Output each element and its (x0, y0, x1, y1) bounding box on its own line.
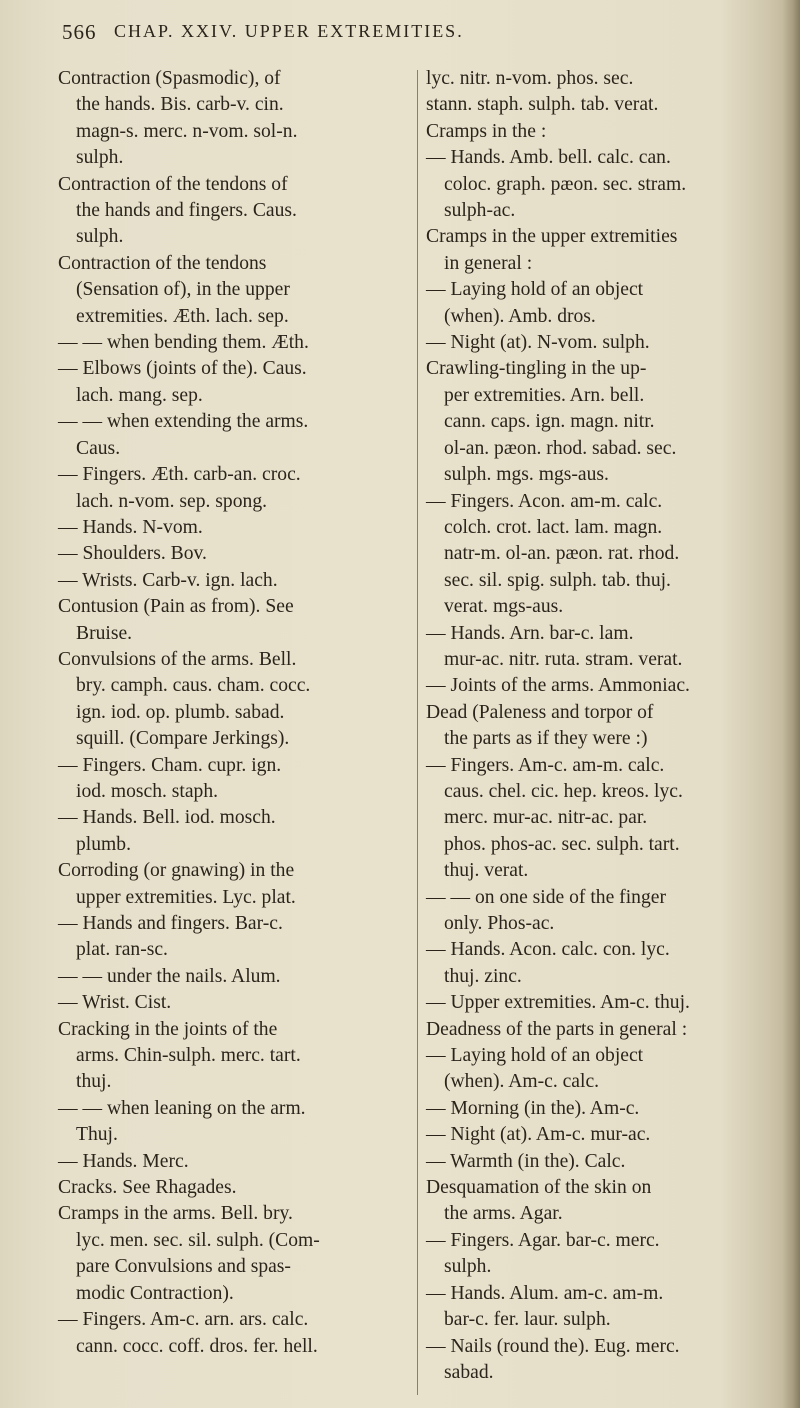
text-line: thuj. zinc. (444, 965, 522, 987)
text-line: upper extremities. Lyc. plat. (76, 886, 296, 908)
text-line: Cracking in the joints of the (58, 1018, 278, 1040)
text-line: plumb. (76, 833, 131, 855)
text-line: modic Contraction). (76, 1282, 234, 1304)
text-line: Contusion (Pain as from). See (58, 596, 294, 618)
text-line: — Night (at). N-vom. sulph. (426, 332, 650, 354)
text-line: — Hands. Acon. calc. con. lyc. (426, 939, 670, 961)
text-line: Convulsions of the arms. Bell. (58, 648, 297, 670)
text-line: — Fingers. Am-c. am-m. calc. (426, 754, 665, 776)
text-line: — Nails (round the). Eug. merc. (426, 1335, 680, 1357)
text-line: natr-m. ol-an. pæon. rat. rhod. (444, 543, 680, 565)
text-line: — — under the nails. Alum. (58, 965, 281, 987)
page-header (62, 20, 762, 50)
text-line: the hands and fingers. Caus. (76, 200, 297, 222)
text-line: — — when leaning on the arm. (58, 1097, 306, 1119)
text-line: — Warmth (in the). Calc. (426, 1150, 626, 1172)
text-line: Dead (Paleness and torpor of (426, 701, 654, 723)
text-line: — Fingers. Cham. cupr. ign. (58, 754, 282, 776)
text-line: magn-s. merc. n-vom. sol-n. (76, 120, 298, 142)
text-line: squill. (Compare Jerkings). (76, 728, 290, 750)
text-line: sulph. (76, 226, 124, 248)
text-line: iod. mosch. staph. (76, 780, 219, 802)
text-line: — Hands. Amb. bell. calc. can. (426, 147, 671, 169)
text-line: — Fingers. Am-c. arn. ars. calc. (58, 1309, 309, 1331)
text-line: lach. mang. sep. (76, 384, 203, 406)
text-line: colch. crot. lact. lam. magn. (444, 516, 663, 538)
text-line: — Elbows (joints of the). Caus. (58, 358, 307, 380)
text-line: Contraction (Spasmodic), of (58, 68, 281, 89)
text-line: sulph. (76, 147, 124, 169)
text-line: lach. n-vom. sep. spong. (76, 490, 268, 512)
text-line: Desquamation of the skin on (426, 1177, 652, 1199)
running-head: CHAP. XXIV. UPPER EXTREMITIES. (114, 21, 464, 41)
text-line: bry. camph. caus. cham. cocc. (76, 675, 311, 697)
text-line: pare Convulsions and spas- (76, 1256, 291, 1278)
text-line: sulph. (444, 1256, 492, 1278)
text-line: — Hands. Alum. am-c. am-m. (426, 1282, 664, 1304)
text-line: Cracks. See Rhagades. (58, 1177, 237, 1199)
text-line: cann. cocc. coff. dros. fer. hell. (76, 1335, 318, 1357)
text-line: — Laying hold of an object (426, 279, 644, 301)
text-line: Cramps in the : (426, 120, 547, 142)
text-line: coloc. graph. pæon. sec. stram. (444, 173, 687, 195)
text-line: the arms. Agar. (444, 1203, 563, 1225)
text-line: Contraction of the tendons (58, 252, 267, 274)
text-line: Crawling-tingling in the up- (426, 358, 647, 380)
text-line: the hands. Bis. carb-v. cin. (76, 94, 284, 116)
text-line: phos. phos-ac. sec. sulph. tart. (444, 833, 680, 855)
text-line: — Fingers. Agar. bar-c. merc. (426, 1229, 660, 1251)
text-line: — Upper extremities. Am-c. thuj. (426, 992, 690, 1014)
text-line: in general : (444, 252, 533, 274)
column-divider (417, 70, 418, 1395)
text-line: lyc. men. sec. sil. sulph. (Com- (76, 1229, 320, 1251)
left-column (58, 66, 408, 1360)
text-line: ign. iod. op. plumb. sabad. (76, 701, 285, 723)
text-line: verat. mgs-aus. (444, 596, 564, 618)
text-line: — Wrists. Carb-v. ign. lach. (58, 569, 278, 591)
text-line: arms. Chin-sulph. merc. tart. (76, 1045, 301, 1067)
text-line: — Night (at). Am-c. mur-ac. (426, 1124, 651, 1146)
page-number: 566 (62, 20, 97, 44)
text-line: (when). Am-c. calc. (444, 1071, 600, 1093)
text-line: Deadness of the parts in general : (426, 1018, 688, 1040)
text-line: — Hands. N-vom. (58, 516, 203, 538)
text-line: — Hands and fingers. Bar-c. (58, 913, 283, 934)
text-line: Contraction of the tendons of (58, 173, 288, 195)
text-line: — Hands. Bell. iod. mosch. (58, 807, 276, 829)
text-line: sec. sil. spig. sulph. tab. thuj. (444, 569, 671, 591)
text-line: Cramps in the arms. Bell. bry. (58, 1203, 293, 1225)
text-line: — Hands. Merc. (58, 1150, 189, 1172)
text-line: extremities. Æth. lach. sep. (76, 305, 289, 327)
text-line: cann. caps. ign. magn. nitr. (444, 411, 655, 433)
text-line: Corroding (or gnawing) in the (58, 860, 295, 882)
text-line: (when). Amb. dros. (444, 305, 596, 327)
text-line: — — when extending the arms. (58, 411, 309, 433)
text-line: Caus. (76, 437, 121, 459)
text-line: mur-ac. nitr. ruta. stram. verat. (444, 648, 683, 670)
text-line: Bruise. (76, 622, 133, 644)
text-line: stann. staph. sulph. tab. verat. (426, 94, 659, 116)
right-column (426, 66, 771, 1386)
text-line: only. Phos-ac. (444, 913, 555, 934)
text-line: thuj. (76, 1071, 112, 1093)
text-line: — Hands. Arn. bar-c. lam. (426, 622, 634, 644)
text-line: bar-c. fer. laur. sulph. (444, 1309, 611, 1331)
text-line: — Fingers. Acon. am-m. calc. (426, 490, 663, 512)
text-line: — Morning (in the). Am-c. (426, 1097, 640, 1119)
text-line: per extremities. Arn. bell. (444, 384, 645, 406)
text-line: plat. ran-sc. (76, 939, 168, 961)
text-line: merc. mur-ac. nitr-ac. par. (444, 807, 648, 829)
text-line: — Fingers. Æth. carb-an. croc. (58, 464, 301, 486)
text-line: the parts as if they were :) (444, 728, 648, 750)
text-line: sabad. (444, 1361, 494, 1383)
text-line: sulph-ac. (444, 200, 516, 222)
page-edge-shadow (782, 0, 800, 1408)
text-line: sulph. mgs. mgs-aus. (444, 464, 609, 486)
text-line: — Laying hold of an object (426, 1045, 644, 1067)
text-line: lyc. nitr. n-vom. phos. sec. (426, 68, 634, 89)
text-line: — — when bending them. Æth. (58, 332, 309, 354)
text-line: Cramps in the upper extremities (426, 226, 678, 248)
text-line: — Wrist. Cist. (58, 992, 172, 1014)
text-line: thuj. verat. (444, 860, 529, 882)
text-line: Thuj. (76, 1124, 118, 1146)
text-line: — Shoulders. Bov. (58, 543, 207, 565)
text-line: caus. chel. cic. hep. kreos. lyc. (444, 780, 683, 802)
text-line: ol-an. pæon. rhod. sabad. sec. (444, 437, 677, 459)
text-line: — — on one side of the finger (426, 886, 666, 908)
text-line: (Sensation of), in the upper (76, 279, 290, 301)
text-line: — Joints of the arms. Ammoniac. (426, 675, 690, 697)
